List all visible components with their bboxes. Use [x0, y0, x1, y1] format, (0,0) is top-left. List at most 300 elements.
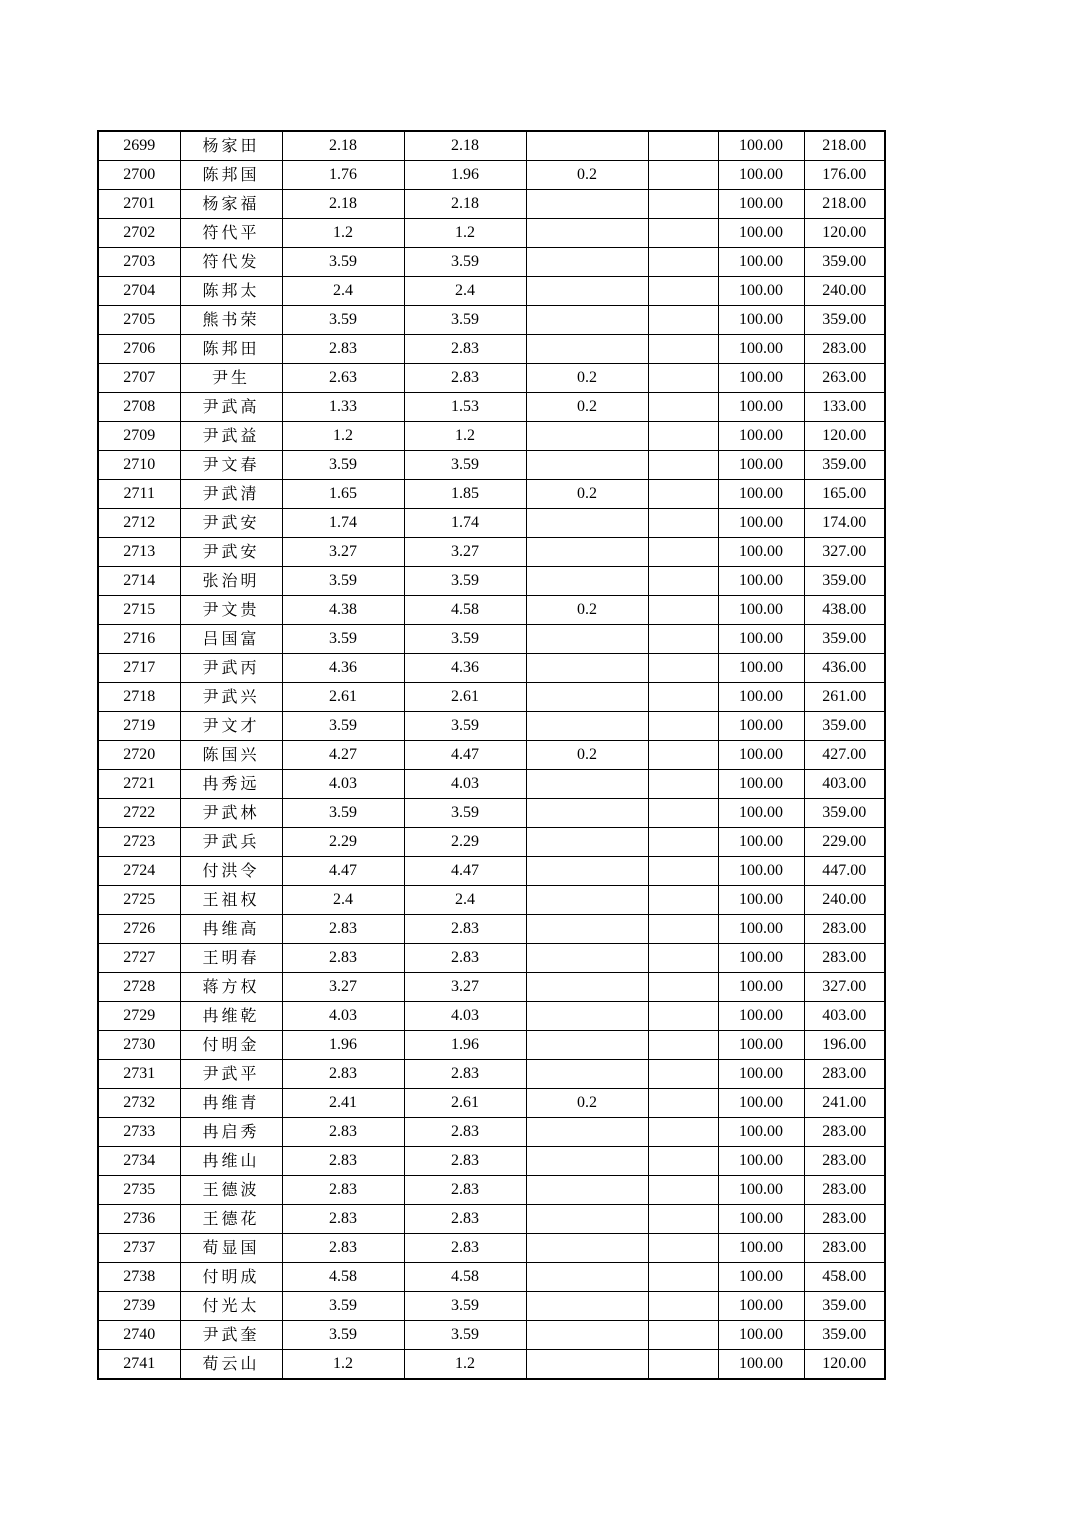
cell-rate: 100.00	[718, 886, 804, 915]
cell-id: 2730	[98, 1031, 180, 1060]
cell-name: 尹武奎	[180, 1321, 282, 1350]
cell-rate: 100.00	[718, 219, 804, 248]
cell-value-a: 1.74	[282, 509, 404, 538]
cell-diff	[526, 1263, 648, 1292]
cell-amount: 403.00	[804, 1002, 885, 1031]
cell-id: 2734	[98, 1147, 180, 1176]
cell-value-b: 2.61	[404, 1089, 526, 1118]
cell-blank	[648, 712, 718, 741]
cell-value-b: 2.18	[404, 131, 526, 161]
cell-diff	[526, 451, 648, 480]
cell-name: 熊书荣	[180, 306, 282, 335]
cell-blank	[648, 973, 718, 1002]
table-row	[98, 1350, 885, 1380]
table-row	[98, 248, 885, 277]
cell-diff	[526, 973, 648, 1002]
cell-value-b: 1.96	[404, 1031, 526, 1060]
cell-blank	[648, 1118, 718, 1147]
cell-name: 符代平	[180, 219, 282, 248]
cell-amount: 283.00	[804, 1118, 885, 1147]
cell-amount: 283.00	[804, 335, 885, 364]
cell-diff	[526, 1031, 648, 1060]
cell-diff	[526, 335, 648, 364]
cell-diff: 0.2	[526, 393, 648, 422]
cell-id: 2704	[98, 277, 180, 306]
cell-value-b: 2.83	[404, 944, 526, 973]
cell-value-b: 3.59	[404, 1292, 526, 1321]
cell-rate: 100.00	[718, 1089, 804, 1118]
table-row	[98, 131, 885, 161]
cell-value-a: 4.47	[282, 857, 404, 886]
cell-blank	[648, 770, 718, 799]
cell-rate: 100.00	[718, 625, 804, 654]
table-row	[98, 422, 885, 451]
cell-id: 2727	[98, 944, 180, 973]
cell-value-a: 2.83	[282, 1060, 404, 1089]
cell-rate: 100.00	[718, 131, 804, 161]
cell-value-a: 2.4	[282, 886, 404, 915]
cell-value-a: 4.03	[282, 1002, 404, 1031]
cell-amount: 359.00	[804, 1292, 885, 1321]
table-row	[98, 1118, 885, 1147]
cell-id: 2739	[98, 1292, 180, 1321]
cell-rate: 100.00	[718, 944, 804, 973]
table-row	[98, 886, 885, 915]
cell-id: 2725	[98, 886, 180, 915]
cell-amount: 133.00	[804, 393, 885, 422]
cell-name: 尹武林	[180, 799, 282, 828]
cell-amount: 283.00	[804, 1176, 885, 1205]
cell-rate: 100.00	[718, 770, 804, 799]
cell-blank	[648, 393, 718, 422]
cell-amount: 359.00	[804, 567, 885, 596]
cell-name: 尹文贵	[180, 596, 282, 625]
table-row	[98, 190, 885, 219]
cell-blank	[648, 828, 718, 857]
cell-value-b: 4.58	[404, 1263, 526, 1292]
cell-name: 陈邦田	[180, 335, 282, 364]
cell-value-a: 2.18	[282, 131, 404, 161]
table-row	[98, 741, 885, 770]
cell-diff	[526, 422, 648, 451]
cell-name: 付明金	[180, 1031, 282, 1060]
cell-rate: 100.00	[718, 1205, 804, 1234]
cell-amount: 120.00	[804, 219, 885, 248]
table-row	[98, 683, 885, 712]
cell-rate: 100.00	[718, 1350, 804, 1380]
cell-name: 尹武安	[180, 538, 282, 567]
cell-value-b: 1.53	[404, 393, 526, 422]
cell-id: 2721	[98, 770, 180, 799]
cell-id: 2701	[98, 190, 180, 219]
cell-blank	[648, 1002, 718, 1031]
cell-amount: 359.00	[804, 712, 885, 741]
cell-blank	[648, 944, 718, 973]
cell-id: 2720	[98, 741, 180, 770]
cell-value-b: 3.59	[404, 799, 526, 828]
cell-diff	[526, 277, 648, 306]
cell-value-a: 4.27	[282, 741, 404, 770]
cell-rate: 100.00	[718, 1060, 804, 1089]
cell-name: 冉秀远	[180, 770, 282, 799]
cell-diff	[526, 1350, 648, 1380]
cell-amount: 196.00	[804, 1031, 885, 1060]
cell-amount: 359.00	[804, 625, 885, 654]
cell-diff	[526, 1118, 648, 1147]
cell-id: 2740	[98, 1321, 180, 1350]
cell-id: 2741	[98, 1350, 180, 1380]
cell-name: 冉维青	[180, 1089, 282, 1118]
cell-rate: 100.00	[718, 393, 804, 422]
cell-diff	[526, 886, 648, 915]
cell-value-b: 2.83	[404, 1205, 526, 1234]
cell-id: 2732	[98, 1089, 180, 1118]
table-row	[98, 1147, 885, 1176]
cell-diff	[526, 1147, 648, 1176]
cell-amount: 438.00	[804, 596, 885, 625]
cell-value-b: 2.4	[404, 886, 526, 915]
cell-rate: 100.00	[718, 1031, 804, 1060]
cell-amount: 120.00	[804, 1350, 885, 1380]
cell-value-b: 4.03	[404, 1002, 526, 1031]
cell-amount: 283.00	[804, 1147, 885, 1176]
table-row	[98, 1031, 885, 1060]
cell-value-b: 2.83	[404, 1060, 526, 1089]
table-row	[98, 480, 885, 509]
cell-blank	[648, 886, 718, 915]
cell-rate: 100.00	[718, 712, 804, 741]
cell-value-a: 3.59	[282, 306, 404, 335]
cell-rate: 100.00	[718, 1147, 804, 1176]
cell-name: 荀云山	[180, 1350, 282, 1380]
cell-value-b: 2.83	[404, 1118, 526, 1147]
table-row	[98, 1002, 885, 1031]
cell-rate: 100.00	[718, 654, 804, 683]
cell-rate: 100.00	[718, 596, 804, 625]
cell-value-b: 4.36	[404, 654, 526, 683]
cell-name: 冉维山	[180, 1147, 282, 1176]
cell-id: 2729	[98, 1002, 180, 1031]
cell-amount: 427.00	[804, 741, 885, 770]
cell-blank	[648, 1321, 718, 1350]
cell-value-a: 3.59	[282, 451, 404, 480]
cell-value-b: 4.47	[404, 741, 526, 770]
cell-blank	[648, 1147, 718, 1176]
cell-name: 符代发	[180, 248, 282, 277]
cell-amount: 458.00	[804, 1263, 885, 1292]
cell-name: 尹武安	[180, 509, 282, 538]
table-row	[98, 973, 885, 1002]
cell-id: 2699	[98, 131, 180, 161]
table-row	[98, 770, 885, 799]
cell-diff	[526, 654, 648, 683]
cell-value-a: 4.38	[282, 596, 404, 625]
cell-amount: 261.00	[804, 683, 885, 712]
cell-amount: 283.00	[804, 1234, 885, 1263]
cell-name: 陈邦国	[180, 161, 282, 190]
cell-diff	[526, 1176, 648, 1205]
cell-rate: 100.00	[718, 1292, 804, 1321]
cell-name: 尹文春	[180, 451, 282, 480]
cell-rate: 100.00	[718, 683, 804, 712]
cell-blank	[648, 799, 718, 828]
cell-blank	[648, 1205, 718, 1234]
cell-diff	[526, 1292, 648, 1321]
cell-name: 尹武高	[180, 393, 282, 422]
cell-value-a: 2.61	[282, 683, 404, 712]
cell-value-a: 2.18	[282, 190, 404, 219]
cell-name: 冉启秀	[180, 1118, 282, 1147]
cell-value-a: 3.59	[282, 248, 404, 277]
cell-amount: 359.00	[804, 799, 885, 828]
cell-blank	[648, 161, 718, 190]
cell-diff	[526, 190, 648, 219]
table-row	[98, 1060, 885, 1089]
cell-amount: 218.00	[804, 190, 885, 219]
cell-id: 2715	[98, 596, 180, 625]
cell-value-b: 4.03	[404, 770, 526, 799]
cell-name: 杨家田	[180, 131, 282, 161]
cell-name: 王祖权	[180, 886, 282, 915]
cell-value-b: 2.83	[404, 364, 526, 393]
cell-value-a: 2.83	[282, 915, 404, 944]
cell-amount: 359.00	[804, 248, 885, 277]
cell-amount: 436.00	[804, 654, 885, 683]
table-row	[98, 335, 885, 364]
cell-amount: 359.00	[804, 306, 885, 335]
cell-name: 尹武丙	[180, 654, 282, 683]
cell-diff	[526, 770, 648, 799]
cell-rate: 100.00	[718, 857, 804, 886]
cell-name: 王德花	[180, 1205, 282, 1234]
cell-id: 2735	[98, 1176, 180, 1205]
cell-diff	[526, 1321, 648, 1350]
cell-id: 2719	[98, 712, 180, 741]
cell-id: 2714	[98, 567, 180, 596]
cell-diff	[526, 219, 648, 248]
cell-id: 2709	[98, 422, 180, 451]
cell-diff	[526, 1234, 648, 1263]
cell-rate: 100.00	[718, 741, 804, 770]
cell-rate: 100.00	[718, 306, 804, 335]
cell-blank	[648, 683, 718, 712]
cell-rate: 100.00	[718, 277, 804, 306]
table-row	[98, 161, 885, 190]
cell-value-a: 4.58	[282, 1263, 404, 1292]
cell-id: 2707	[98, 364, 180, 393]
cell-id: 2710	[98, 451, 180, 480]
cell-value-a: 1.2	[282, 422, 404, 451]
cell-rate: 100.00	[718, 1321, 804, 1350]
cell-name: 张治明	[180, 567, 282, 596]
cell-name: 王德波	[180, 1176, 282, 1205]
cell-value-a: 2.4	[282, 277, 404, 306]
cell-blank	[648, 277, 718, 306]
cell-value-b: 2.29	[404, 828, 526, 857]
cell-diff	[526, 828, 648, 857]
cell-blank	[648, 131, 718, 161]
cell-amount: 120.00	[804, 422, 885, 451]
cell-blank	[648, 1089, 718, 1118]
cell-rate: 100.00	[718, 973, 804, 1002]
cell-diff	[526, 1002, 648, 1031]
cell-rate: 100.00	[718, 509, 804, 538]
cell-blank	[648, 1060, 718, 1089]
table-row	[98, 596, 885, 625]
cell-amount: 283.00	[804, 1205, 885, 1234]
cell-value-a: 3.27	[282, 538, 404, 567]
cell-rate: 100.00	[718, 480, 804, 509]
cell-id: 2708	[98, 393, 180, 422]
cell-blank	[648, 248, 718, 277]
cell-diff	[526, 538, 648, 567]
cell-value-b: 1.2	[404, 422, 526, 451]
cell-id: 2724	[98, 857, 180, 886]
cell-value-b: 3.27	[404, 538, 526, 567]
cell-id: 2738	[98, 1263, 180, 1292]
cell-amount: 174.00	[804, 509, 885, 538]
cell-amount: 403.00	[804, 770, 885, 799]
data-table	[97, 130, 886, 1380]
cell-blank	[648, 509, 718, 538]
cell-amount: 263.00	[804, 364, 885, 393]
cell-name: 冉维高	[180, 915, 282, 944]
cell-rate: 100.00	[718, 1263, 804, 1292]
cell-diff: 0.2	[526, 1089, 648, 1118]
cell-value-a: 3.59	[282, 625, 404, 654]
cell-value-b: 3.59	[404, 625, 526, 654]
cell-blank	[648, 364, 718, 393]
cell-amount: 176.00	[804, 161, 885, 190]
cell-rate: 100.00	[718, 248, 804, 277]
cell-amount: 229.00	[804, 828, 885, 857]
table-row	[98, 364, 885, 393]
cell-diff	[526, 1205, 648, 1234]
cell-value-b: 2.83	[404, 1234, 526, 1263]
cell-value-b: 3.59	[404, 1321, 526, 1350]
cell-value-a: 3.59	[282, 1321, 404, 1350]
cell-name: 陈邦太	[180, 277, 282, 306]
cell-name: 杨家福	[180, 190, 282, 219]
cell-value-a: 2.83	[282, 1118, 404, 1147]
cell-value-b: 4.58	[404, 596, 526, 625]
table-row	[98, 654, 885, 683]
cell-value-b: 3.59	[404, 451, 526, 480]
cell-rate: 100.00	[718, 828, 804, 857]
cell-blank	[648, 1263, 718, 1292]
cell-rate: 100.00	[718, 1234, 804, 1263]
cell-value-a: 2.29	[282, 828, 404, 857]
cell-blank	[648, 306, 718, 335]
cell-blank	[648, 596, 718, 625]
cell-blank	[648, 422, 718, 451]
cell-value-b: 2.83	[404, 335, 526, 364]
cell-id: 2706	[98, 335, 180, 364]
table-body	[98, 131, 885, 1379]
cell-rate: 100.00	[718, 422, 804, 451]
cell-name: 王明春	[180, 944, 282, 973]
cell-blank	[648, 857, 718, 886]
cell-value-a: 3.27	[282, 973, 404, 1002]
cell-rate: 100.00	[718, 915, 804, 944]
cell-value-b: 2.83	[404, 915, 526, 944]
cell-amount: 327.00	[804, 538, 885, 567]
cell-value-a: 4.03	[282, 770, 404, 799]
cell-diff	[526, 857, 648, 886]
cell-diff	[526, 248, 648, 277]
cell-diff	[526, 306, 648, 335]
cell-blank	[648, 741, 718, 770]
cell-value-b: 3.27	[404, 973, 526, 1002]
cell-value-b: 4.47	[404, 857, 526, 886]
cell-id: 2702	[98, 219, 180, 248]
cell-diff	[526, 131, 648, 161]
cell-amount: 165.00	[804, 480, 885, 509]
cell-id: 2700	[98, 161, 180, 190]
cell-name: 吕国富	[180, 625, 282, 654]
cell-id: 2737	[98, 1234, 180, 1263]
cell-blank	[648, 190, 718, 219]
cell-value-a: 3.59	[282, 799, 404, 828]
cell-diff	[526, 944, 648, 973]
cell-value-a: 1.2	[282, 1350, 404, 1380]
cell-id: 2733	[98, 1118, 180, 1147]
table-row	[98, 1234, 885, 1263]
cell-diff	[526, 509, 648, 538]
cell-amount: 283.00	[804, 944, 885, 973]
cell-diff: 0.2	[526, 596, 648, 625]
cell-value-b: 1.2	[404, 219, 526, 248]
cell-amount: 359.00	[804, 451, 885, 480]
cell-value-a: 1.2	[282, 219, 404, 248]
cell-value-a: 1.96	[282, 1031, 404, 1060]
cell-name: 尹武益	[180, 422, 282, 451]
cell-name: 荀显国	[180, 1234, 282, 1263]
cell-blank	[648, 567, 718, 596]
table-row	[98, 509, 885, 538]
cell-id: 2726	[98, 915, 180, 944]
cell-value-b: 2.18	[404, 190, 526, 219]
table-row	[98, 393, 885, 422]
cell-diff	[526, 683, 648, 712]
cell-value-a: 1.33	[282, 393, 404, 422]
cell-rate: 100.00	[718, 538, 804, 567]
table-row	[98, 944, 885, 973]
cell-diff	[526, 1060, 648, 1089]
table-row	[98, 306, 885, 335]
cell-name: 付明成	[180, 1263, 282, 1292]
cell-diff	[526, 799, 648, 828]
cell-value-a: 1.76	[282, 161, 404, 190]
cell-name: 尹武兴	[180, 683, 282, 712]
cell-value-b: 3.59	[404, 306, 526, 335]
table-row	[98, 799, 885, 828]
cell-id: 2728	[98, 973, 180, 1002]
cell-blank	[648, 1176, 718, 1205]
table-row	[98, 915, 885, 944]
cell-id: 2712	[98, 509, 180, 538]
cell-diff: 0.2	[526, 480, 648, 509]
cell-id: 2731	[98, 1060, 180, 1089]
cell-name: 尹武清	[180, 480, 282, 509]
cell-value-a: 2.83	[282, 944, 404, 973]
cell-rate: 100.00	[718, 364, 804, 393]
cell-name: 尹生	[180, 364, 282, 393]
cell-id: 2703	[98, 248, 180, 277]
cell-blank	[648, 1292, 718, 1321]
cell-blank	[648, 538, 718, 567]
cell-value-a: 2.83	[282, 1176, 404, 1205]
